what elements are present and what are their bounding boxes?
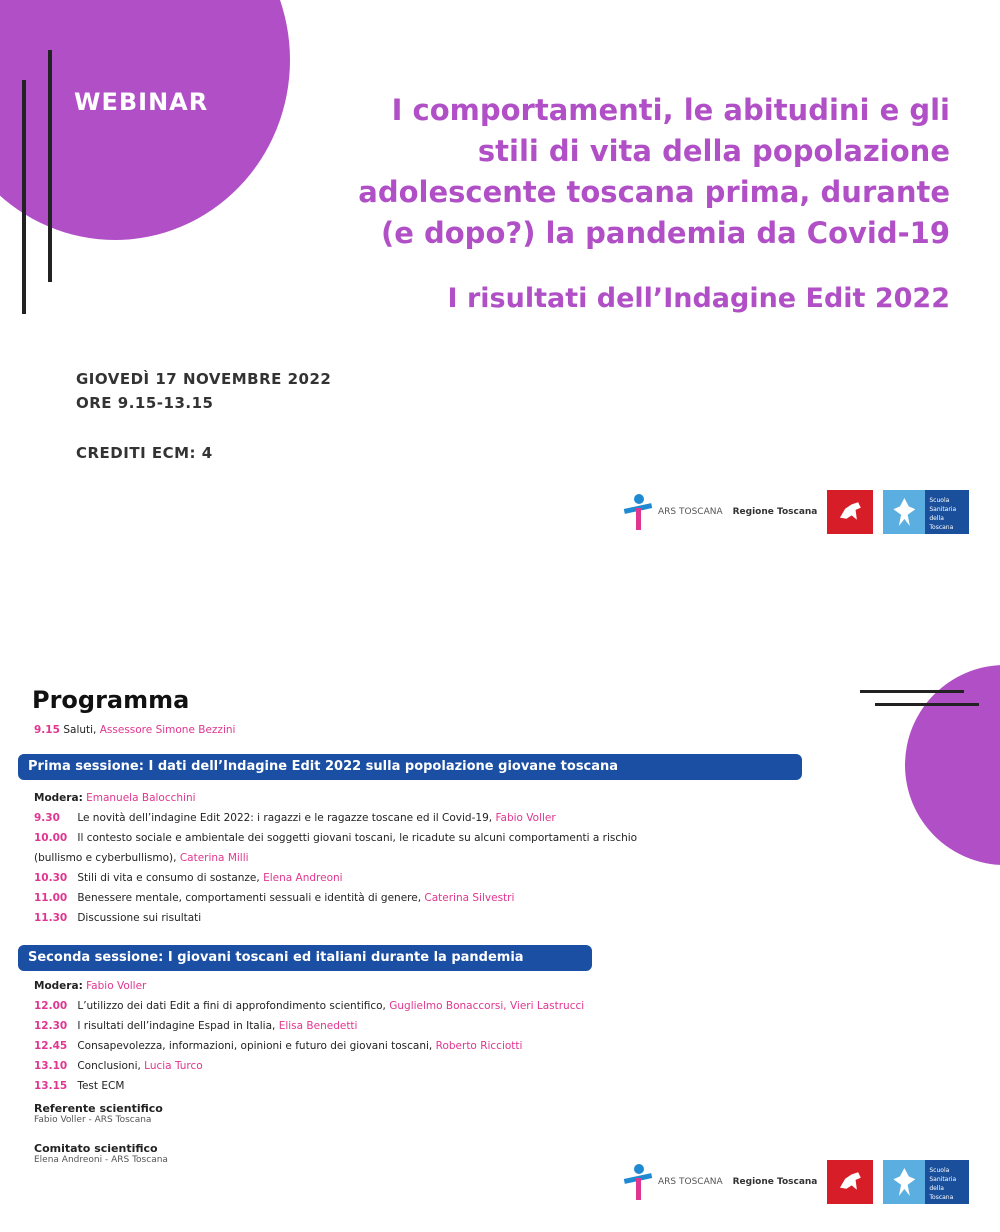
program-time: 12.45: [34, 1040, 68, 1052]
moderator-name: Emanuela Balocchini: [86, 792, 196, 804]
regione-toscana-logo: [827, 490, 873, 534]
moderator-label: Modera:: [34, 792, 83, 804]
decorative-circle-right: [905, 665, 1000, 865]
program-speaker: Elena Andreoni: [263, 872, 343, 884]
table-row: [34, 912, 201, 924]
regione-logo-text: Regione Toscana: [732, 1177, 818, 1187]
program-speaker: Assessore Simone Bezzini: [99, 724, 236, 736]
title-line: I comportamenti, le abitudini e gli: [391, 93, 950, 127]
scuola-sanitaria-logo: [883, 1160, 969, 1204]
horse-icon: [837, 1170, 863, 1192]
program-text: L’utilizzo dei dati Edit a fini di approfondimento scientifico,: [77, 1000, 386, 1012]
table-row: [34, 872, 343, 884]
table-row: [34, 892, 514, 904]
program-time: 9.30: [34, 812, 60, 824]
program-time: 9.15: [34, 724, 60, 736]
program-time: 10.30: [34, 872, 68, 884]
program-text: Saluti,: [63, 724, 97, 736]
moderator-label: Modera:: [34, 980, 83, 992]
ars-mark-icon: [624, 494, 652, 530]
regione-toscana-logo: [827, 1160, 873, 1204]
table-row: [34, 812, 556, 824]
referente-block: [34, 1102, 163, 1125]
event-credits: CREDITI ECM: 4: [76, 444, 213, 462]
decorative-line: [860, 690, 964, 693]
partner-logos-bottom: [624, 1160, 969, 1204]
program-text: Test ECM: [77, 1080, 125, 1092]
program-intro: [34, 724, 235, 736]
decorative-line: [22, 80, 26, 314]
ars-logo: [624, 1164, 723, 1200]
program-time: 12.00: [34, 1000, 68, 1012]
title-line: (e dopo?) la pandemia da Covid-19: [380, 216, 950, 250]
event-date: GIOVEDÌ 17 NOVEMBRE 2022: [76, 370, 332, 388]
program-heading: Programma: [32, 686, 190, 714]
table-row: [34, 1060, 203, 1072]
page-subtitle: I risultati dell’Indagine Edit 2022: [447, 283, 950, 314]
table-row: [34, 1080, 124, 1092]
ars-logo-text: ARS TOSCANA: [658, 507, 723, 517]
webinar-label: WEBINAR: [74, 88, 209, 116]
decorative-line: [48, 50, 52, 282]
table-row: [34, 852, 249, 864]
program-text: Il contesto sociale e ambientale dei soggetti giovani toscani, le ricadute su alcuni comportamenti a rischio: [77, 832, 638, 844]
ars-logo: [624, 494, 723, 530]
horse-icon: [837, 500, 863, 522]
ars-mark-icon: [624, 1164, 652, 1200]
session-2-title: Seconda sessione: I giovani toscani ed italiani durante la pandemia: [18, 945, 592, 971]
comitato-heading: Comitato scientifico: [34, 1142, 158, 1155]
program-speaker: Lucia Turco: [144, 1060, 203, 1072]
table-row: [34, 1040, 522, 1052]
session-2-moderator: [34, 980, 146, 992]
session-1-moderator: [34, 792, 196, 804]
program-time: 10.00: [34, 832, 68, 844]
table-row: [34, 1020, 357, 1032]
ss-figure-icon: [883, 1160, 925, 1204]
ss-logo-text: Scuola Sanitaria della Toscana: [925, 1160, 969, 1204]
program-text: Le novità dell’indagine Edit 2022: i ragazzi e le ragazze toscane ed il Covid-19,: [77, 812, 493, 824]
program-text: Benessere mentale, comportamenti sessuali e identità di genere,: [77, 892, 422, 904]
ss-figure-icon: [883, 490, 925, 534]
program-text: I risultati dell’indagine Espad in Italia,: [77, 1020, 276, 1032]
program-text: Discussione sui risultati: [77, 912, 202, 924]
ss-logo-text: Scuola Sanitaria della Toscana: [925, 490, 969, 534]
program-text: Stili di vita e consumo di sostanze,: [77, 872, 260, 884]
program-text: (bullismo e cyberbullismo),: [34, 852, 177, 864]
program-speaker: Roberto Ricciotti: [435, 1040, 523, 1052]
comitato-name: Elena Andreoni - ARS Toscana: [34, 1155, 168, 1165]
referente-name: Fabio Voller - ARS Toscana: [34, 1115, 152, 1125]
program-speaker: Guglielmo Bonaccorsi, Vieri Lastrucci: [389, 1000, 585, 1012]
program-time: 11.00: [34, 892, 68, 904]
program-speaker: Fabio Voller: [495, 812, 556, 824]
page-title: [310, 90, 950, 254]
table-row: [34, 1000, 584, 1012]
program-time: 13.10: [34, 1060, 68, 1072]
program-time: 12.30: [34, 1020, 68, 1032]
scuola-sanitaria-logo: [883, 490, 969, 534]
table-row: [34, 832, 637, 844]
program-speaker: Elisa Benedetti: [278, 1020, 358, 1032]
session-1-title: Prima sessione: I dati dell’Indagine Edit 2022 sulla popolazione giovane toscana: [18, 754, 802, 780]
title-line: stili di vita della popolazione: [477, 134, 950, 168]
program-time: 11.30: [34, 912, 68, 924]
decorative-circle: [0, 0, 290, 240]
program-text: Conclusioni,: [77, 1060, 141, 1072]
program-speaker: Caterina Milli: [179, 852, 249, 864]
program-text: Consapevolezza, informazioni, opinioni e futuro dei giovani toscani,: [77, 1040, 433, 1052]
partner-logos: [624, 490, 969, 534]
regione-logo-text: Regione Toscana: [732, 507, 818, 517]
event-time: ORE 9.15-13.15: [76, 394, 214, 412]
comitato-block: [34, 1142, 168, 1165]
decorative-line: [875, 703, 979, 706]
program-time: 13.15: [34, 1080, 68, 1092]
moderator-name: Fabio Voller: [86, 980, 147, 992]
title-line: adolescente toscana prima, durante: [358, 175, 950, 209]
referente-heading: Referente scientifico: [34, 1102, 163, 1115]
ars-logo-text: ARS TOSCANA: [658, 1177, 723, 1187]
program-speaker: Caterina Silvestri: [424, 892, 515, 904]
